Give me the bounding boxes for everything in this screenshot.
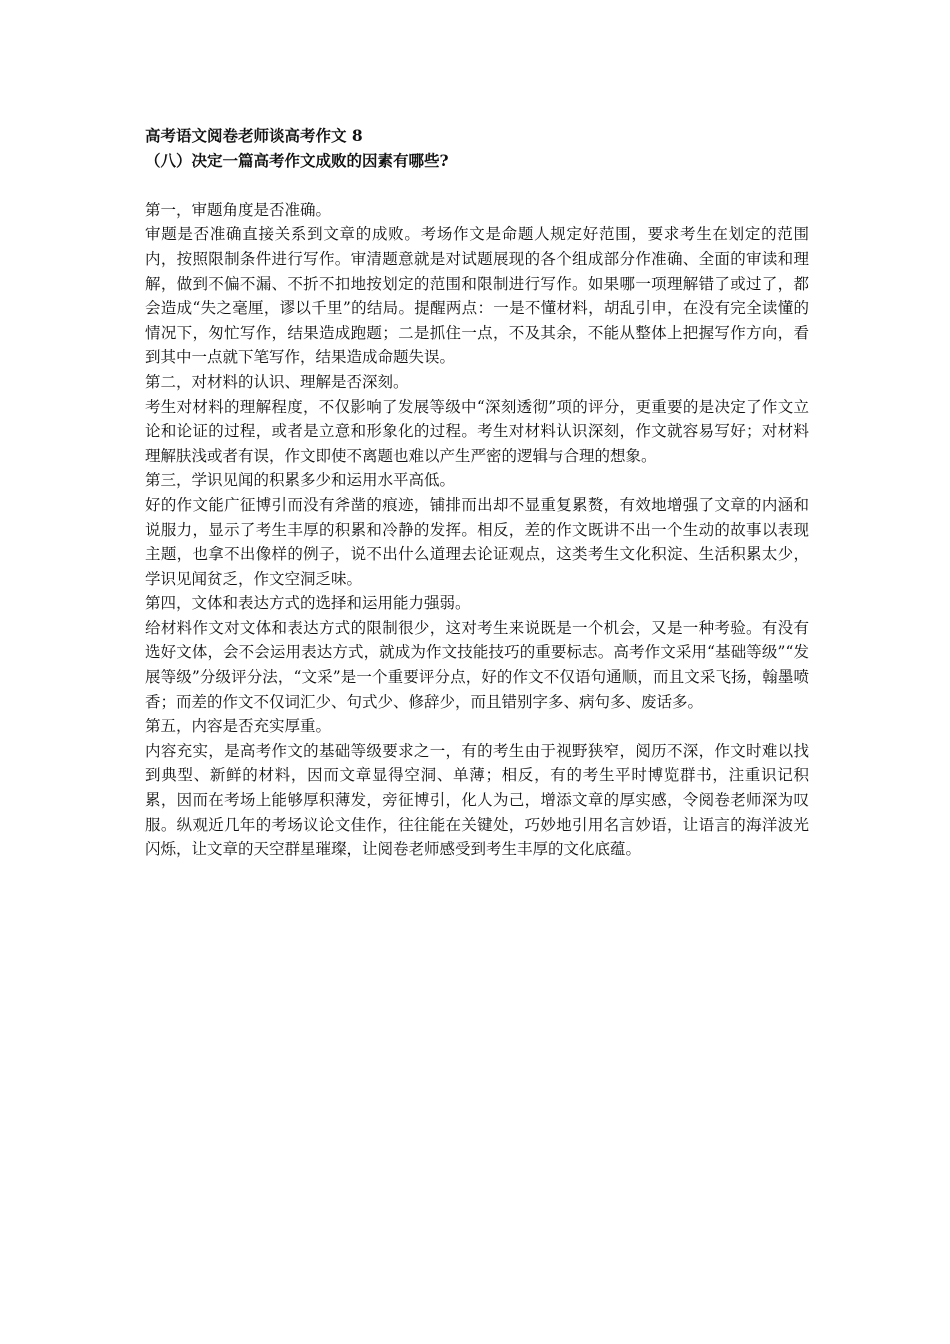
document-title: 高考语文阅卷老师谈高考作文 8 — [145, 126, 363, 145]
section-2-heading: 第二，对材料的认识、理解是否深刻。 — [145, 372, 409, 391]
section-4-heading: 第四，文体和表达方式的选择和运用能力强弱。 — [145, 594, 471, 613]
section-1-heading: 第一，审题角度是否准确。 — [145, 200, 332, 219]
section-1-body: 审题是否准确直接关系到文章的成败。考场作文是命题人规定好范围，要求考生在划定的范围内，按照限制条件进行写作。审清题意就是对试题展现的各个组成部分作准确、全面的审读和理解，做到不偏不漏、不折不扣地按划定的范围和限制进行写作。如果哪一项理解错了或过了，都会造成“失之毫厘，谬以千里”的结局。提醒两点：一是不懂材料，胡乱引申，在没有完全读懂的情况下，匆忙写作，结果造成跑题；二是抓住一点，不及其余，不能从整体上把握写作方向，看到其中一点就下笔写作，结果造成命题失误。 — [145, 225, 809, 367]
section-3-heading: 第三，学识见闻的积累多少和运用水平高低。 — [145, 471, 456, 490]
section-5-body: 内容充实，是高考作文的基础等级要求之一，有的考生由于视野狭窄，阅历不深，作文时难以找到典型、新鲜的材料，因而文章显得空洞、单薄；相反，有的考生平时博览群书，注重识记积累，因而在考场上能够厚积薄发，旁征博引，化人为己，增添文章的厚实感，令阅卷老师深为叹服。纵观近几年的考场议论文佳作，往往能在关键处，巧妙地引用名言妙语，让语言的海洋波光闪烁，让文章的天空群星璀璨，让阅卷老师感受到考生丰厚的文化底蕴。 — [145, 741, 809, 859]
section-3-body: 好的作文能广征博引而没有斧凿的痕迹，铺排而出却不显重复累赘，有效地增强了文章的内涵和说服力，显示了考生丰厚的积累和冷静的发挥。相反，差的作文既讲不出一个生动的故事以表现主题，也拿不出像样的例子，说不出什么道理去论证观点，这类考生文化积淀、生活积累太少，学识见闻贫乏，作文空洞乏味。 — [145, 495, 809, 588]
blank-line — [145, 173, 809, 198]
section-2-body: 考生对材料的理解程度，不仅影响了发展等级中“深刻透彻”项的评分，更重要的是决定了作文立论和论证的过程，或者是立意和形象化的过程。考生对材料认识深刻，作文就容易写好；对材料理解肤浅或者有误，作文即使不离题也难以产生严密的逻辑与合理的想象。 — [145, 397, 809, 465]
section-5-heading: 第五，内容是否充实厚重。 — [145, 717, 332, 736]
section-4-body: 给材料作文对文体和表达方式的限制很少，这对考生来说既是一个机会，又是一种考验。有没有选好文体，会不会运用表达方式，就成为作文技能技巧的重要标志。高考作文采用“基础等级”“发展等级”分级评分法，“文采”是一个重要评分点，好的作文不仅语句通顺，而且文采飞扬，翰墨喷香；而差的作文不仅词汇少、句式少、修辞少，而且错别字多、病句多、废话多。 — [145, 618, 809, 711]
document-content — [145, 124, 809, 862]
document-subtitle: （八）决定一篇高考作文成败的因素有哪些? — [145, 150, 449, 170]
